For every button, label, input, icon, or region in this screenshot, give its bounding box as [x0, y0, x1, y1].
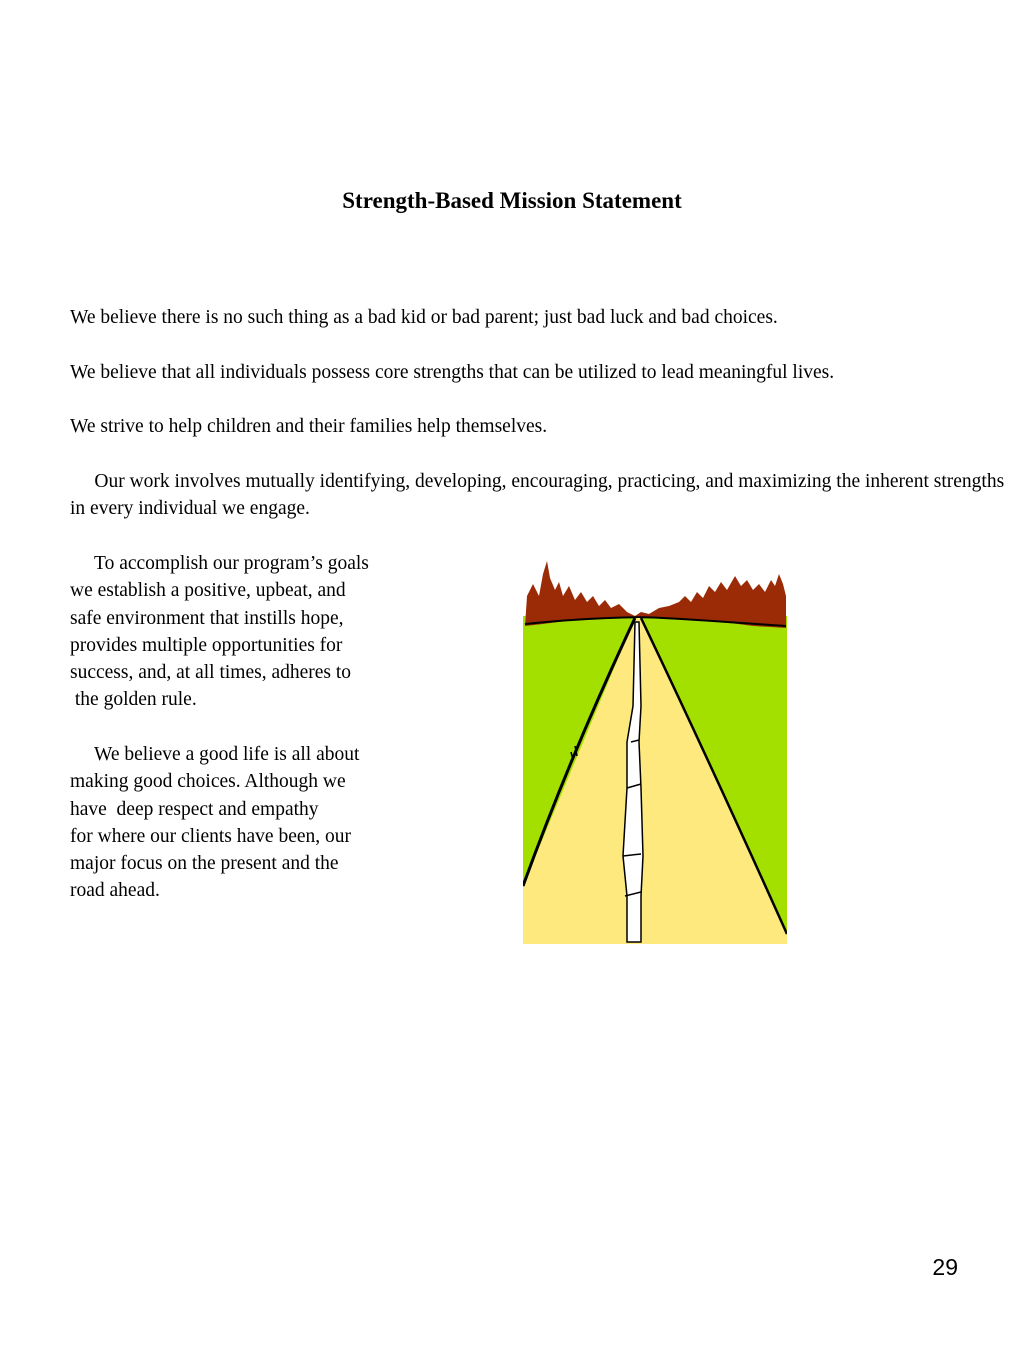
page-number: 29 — [932, 1254, 958, 1280]
paragraph-our-work: Our work involves mutually identifying, developing, encouraging, practicing, and maximizing the inherent strengths in every individual we engage. — [70, 471, 1010, 520]
road-illustration — [523, 556, 787, 944]
paragraph-help-themselves: We strive to help children and their families help themselves. — [70, 416, 548, 437]
paragraph-good-choices: We believe a good life is all about making good choices. Although we have deep respect and empathy for where our clients have been, our major focus on the present and the road ahead. — [70, 744, 360, 902]
paragraph-no-bad-kid: We believe there is no such thing as a bad kid or bad parent; just bad luck and bad choices. — [70, 307, 778, 328]
paragraph-program-goals: To accomplish our program’s goals we establish a positive, upbeat, and safe environment that instills hope, provides multiple opportunities for success, and, at all times, adheres to the golden rule. — [70, 553, 369, 711]
paragraph-core-strengths: We believe that all individuals possess core strengths that can be utilized to lead meaningful lives. — [70, 362, 835, 383]
page-title: Strength-Based Mission Statement — [342, 188, 682, 213]
